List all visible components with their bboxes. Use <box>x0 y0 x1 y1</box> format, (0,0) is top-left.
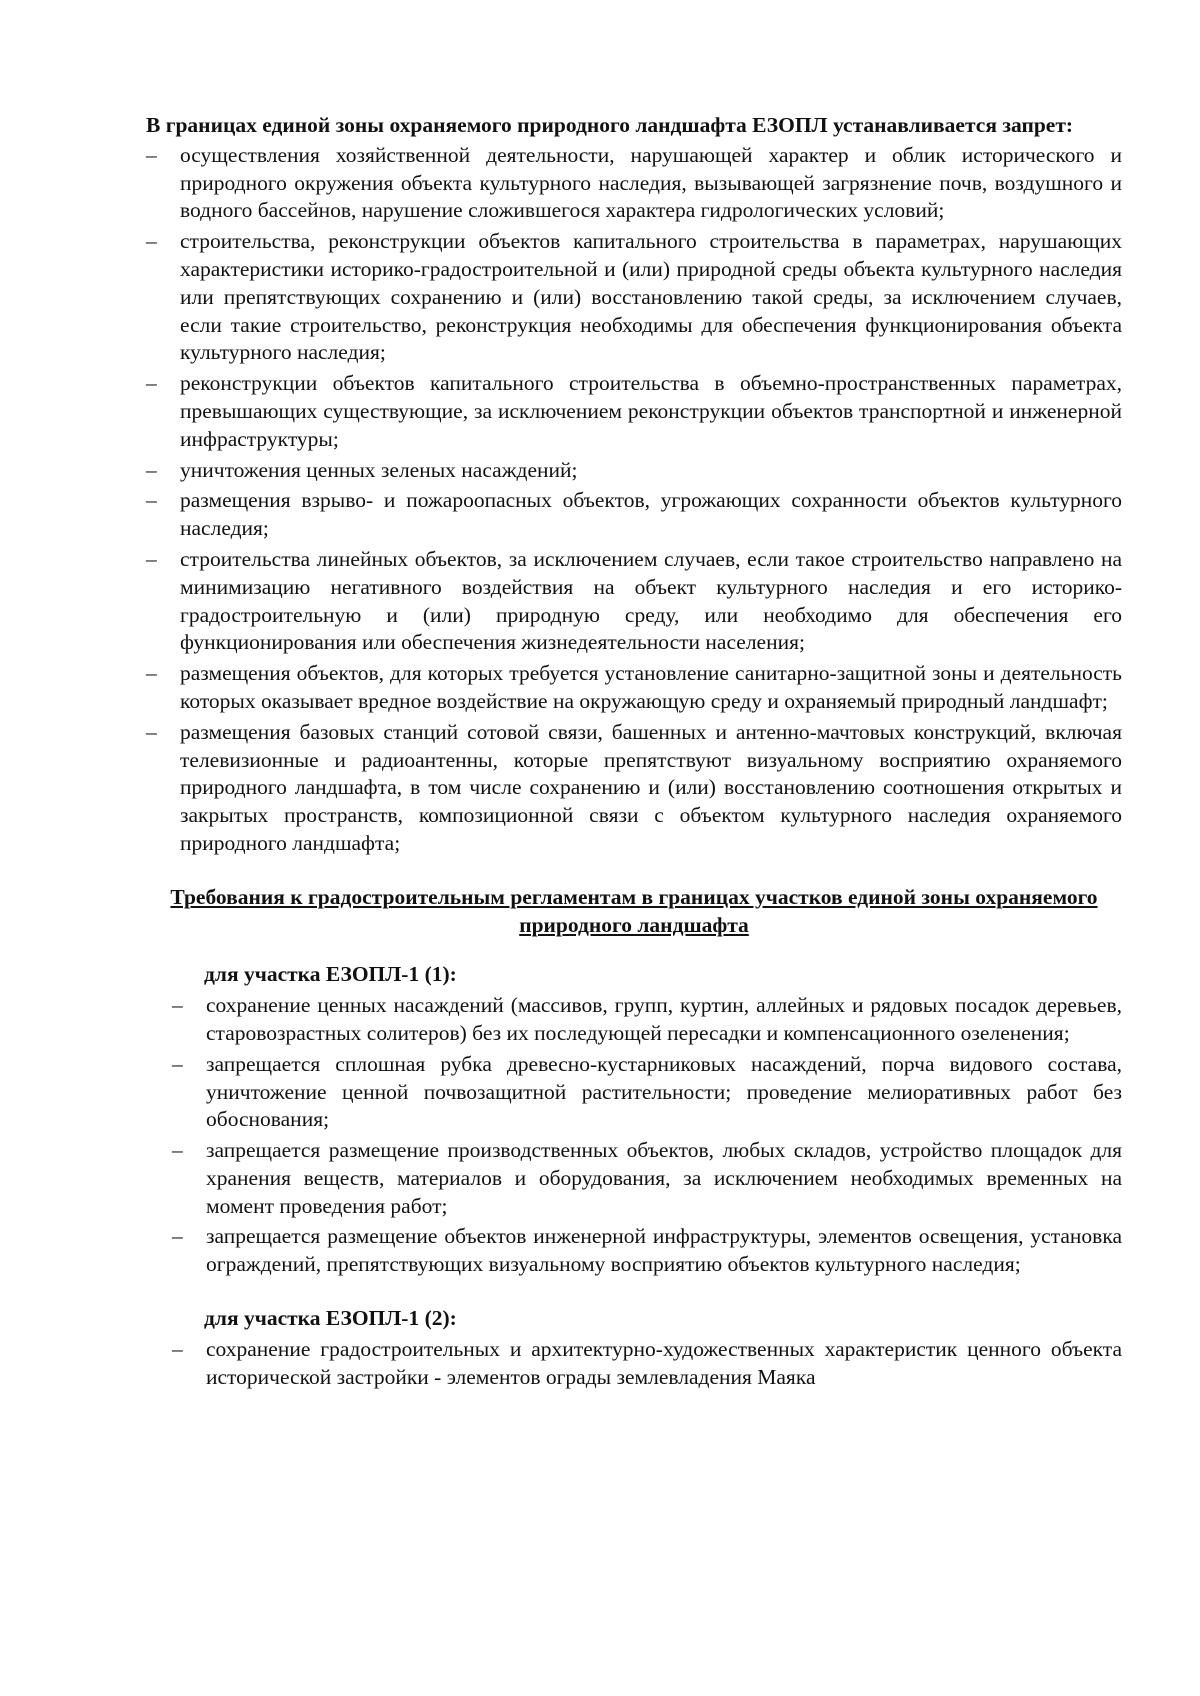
list-item-text: размещения базовых станций сотовой связи, башенных и антенно-мачтовых конструкций, включая телевизионные и радиоантенны, которые препятствуют визуальному восприятию охраняемого природного ландшафта, в том числе сохранению и (или) восстановлению соотношения открытых и закрытых пространств, композиционной связи с объектом культурного наследия охраняемого природного ландшафта; <box>180 719 1122 855</box>
dash-marker: – <box>146 546 157 571</box>
list-item-text: реконструкции объектов капитального строительства в объемно-пространственных параметрах, превышающих существующие, за исключением реконструкции объектов транспортной и инженерной инфраструктуры; <box>180 371 1122 451</box>
list-item <box>146 457 1122 485</box>
section-title: Требования к градостроительным регламентам в границах участков единой зоны охраняемого природного ландшафта <box>170 884 1098 937</box>
list-item-text: сохранение градостроительных и архитектурно-художественных характеристик ценного объекта исторической застройки - элементов ограды землевладения Маяка <box>206 1336 1122 1389</box>
dash-marker: – <box>146 457 157 482</box>
document-page <box>146 112 1122 1394</box>
dash-marker: – <box>172 1224 183 1249</box>
list-item <box>146 660 1122 716</box>
list-item-text: размещения взрыво- и пожароопасных объектов, угрожающих сохранности объектов культурного наследия; <box>180 488 1122 541</box>
dash-marker: – <box>146 719 157 744</box>
list-item <box>146 142 1122 225</box>
plot2-heading: для участка ЕЗОПЛ-1 (2): <box>204 1306 457 1331</box>
list-item <box>146 228 1122 367</box>
list-item <box>172 992 1122 1048</box>
list-item <box>146 370 1122 453</box>
intro-paragraph: В границах единой зоны охраняемого природного ландшафта ЕЗОПЛ устанавливается запрет: <box>146 113 1074 137</box>
dash-marker: – <box>172 1051 183 1076</box>
dash-marker: – <box>172 993 183 1018</box>
prohibitions-list <box>146 142 1122 858</box>
list-item <box>172 1336 1122 1392</box>
dash-marker: – <box>146 371 157 396</box>
list-item-text: размещения объектов, для которых требуется установление санитарно-защитной зоны и деятельность которых оказывает вредное воздействие на окружающую среду и охраняемый природный ландшафт; <box>180 661 1122 713</box>
list-item <box>172 1223 1122 1279</box>
list-item <box>146 546 1122 657</box>
dash-marker: – <box>146 661 157 686</box>
dash-marker: – <box>146 229 157 254</box>
list-item <box>172 1051 1122 1134</box>
list-item <box>146 719 1122 858</box>
plot2-list <box>146 1336 1122 1392</box>
list-item <box>172 1137 1122 1220</box>
dash-marker: – <box>172 1336 183 1361</box>
list-item-text: строительства, реконструкции объектов капитального строительства в параметрах, нарушающих характеристики историко-градостроительной и (или) природной среды объекта культурного наследия или препятствующих сохранению и (или) восстановлению такой среды, за исключением случаев, если такие строительство, реконструкция необходимы для обеспечения функционирования объекта культурного наследия; <box>180 229 1122 365</box>
list-item-text: запрещается размещение производственных объектов, любых складов, устройство площадок для хранения веществ, материалов и оборудования, за исключением необходимых временных на момент проведения работ; <box>206 1138 1122 1218</box>
dash-marker: – <box>146 142 157 167</box>
list-item-text: сохранение ценных насаждений (массивов, групп, куртин, аллейных и рядовых посадок деревьев, старовозрастных солитеров) без их последующей пересадки и компенсационного озеленения; <box>206 993 1122 1045</box>
list-item <box>146 487 1122 543</box>
plot1-heading: для участка ЕЗОПЛ-1 (1): <box>204 962 457 987</box>
list-item-text: запрещается сплошная рубка древесно-кустарниковых насаждений, порча видового состава, уничтожение ценной почвозащитной растительности; проведение мелиоративных работ без обоснования; <box>206 1051 1122 1132</box>
list-item-text: осуществления хозяйственной деятельности, нарушающей характер и облик исторического и природного окружения объекта культурного наследия, вызывающей загрязнение почв, воздушного и водного бассейнов, нарушение сложившегося характера гидрологических условий; <box>180 142 1122 223</box>
dash-marker: – <box>172 1138 183 1163</box>
dash-marker: – <box>146 488 157 513</box>
list-item-text: запрещается размещение объектов инженерной инфраструктуры, элементов освещения, установка ограждений, препятствующих визуальному восприятию объектов культурного наследия; <box>206 1224 1122 1277</box>
list-item-text: уничтожения ценных зеленых насаждений; <box>180 457 578 482</box>
plot1-list <box>146 992 1122 1279</box>
list-item-text: строительства линейных объектов, за исключением случаев, если такое строительство направлено на минимизацию негативного воздействия на объект культурного наследия и его историко-градостроительную и (или) природную среду, или необходимо для обеспечения его функционирования или обеспечения жизнедеятельности населения; <box>180 546 1122 655</box>
